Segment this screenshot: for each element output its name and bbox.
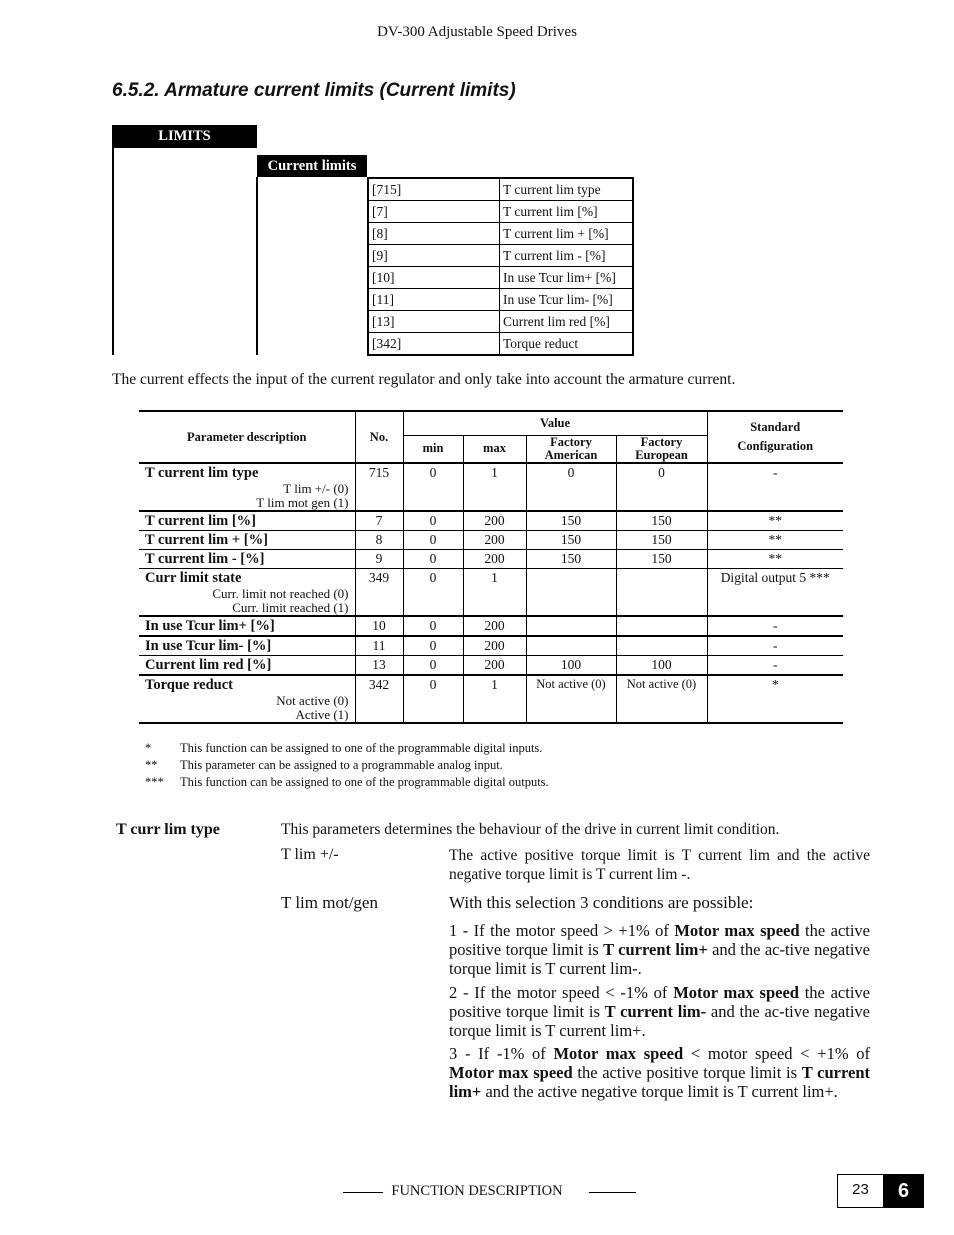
menu-param-row xyxy=(368,289,633,311)
footnote-text: This function can be assigned to one of the programmable digital outputs. xyxy=(180,775,549,789)
param-name: Current lim red [%] xyxy=(145,657,272,673)
cell-factory-american: 0 xyxy=(526,463,616,511)
cell-factory-american: 100 xyxy=(526,656,616,676)
header-std-line1: Standard xyxy=(750,420,801,434)
header-fe-line1: Factory xyxy=(640,434,683,449)
table-row xyxy=(139,675,843,723)
footnote-text: This function can be assigned to one of the programmable digital inputs. xyxy=(180,741,543,755)
param-index: [7] xyxy=(368,201,500,223)
cell-min: 0 xyxy=(403,675,463,723)
param-ref: Motor max speed xyxy=(449,1063,573,1082)
param-name: T current lim - [%] xyxy=(145,551,265,567)
menu-param-row xyxy=(368,223,633,245)
param-name: In use Tcur lim+ [%] xyxy=(145,618,275,634)
cell-standard-config: ** xyxy=(707,511,843,531)
row-description xyxy=(139,550,355,569)
header-no: No. xyxy=(355,411,403,463)
cell-max: 200 xyxy=(463,531,526,550)
param-name: T current lim - [%] xyxy=(500,245,634,267)
cell-no: 8 xyxy=(355,531,403,550)
menu-limits: LIMITS xyxy=(112,125,257,148)
cell-factory-european xyxy=(616,636,707,656)
param-name: T current lim type xyxy=(145,465,259,481)
footnote-symbol: * xyxy=(145,741,152,755)
menu-param-row xyxy=(368,267,633,289)
param-ref: Motor max speed xyxy=(553,1044,684,1063)
param-name: In use Tcur lim- [%] xyxy=(145,638,272,654)
param-name: In use Tcur lim+ [%] xyxy=(500,267,634,289)
table-row xyxy=(139,463,843,511)
param-index: [11] xyxy=(368,289,500,311)
cell-standard-config: ** xyxy=(707,550,843,569)
description-intro: This parameters determines the behaviour of the drive in current limit condition. xyxy=(281,821,780,838)
param-name: In use Tcur lim- [%] xyxy=(500,289,634,311)
cell-min: 0 xyxy=(403,531,463,550)
parameter-table xyxy=(139,410,843,724)
footnote-symbol: *** xyxy=(145,775,164,789)
cell-standard-config: - xyxy=(707,463,843,511)
intro-paragraph: The current effects the input of the current regulator and only take into account the armature current. xyxy=(112,371,736,388)
param-name: T current lim type xyxy=(500,178,634,201)
text: and the ac-tive negative torque limit is T current lim-. xyxy=(449,940,870,978)
header-max: max xyxy=(463,435,526,463)
page-footer xyxy=(0,1183,954,1200)
text: 2 - If the motor speed < -1% of xyxy=(449,983,674,1002)
param-option: Curr. limit not reached (0) xyxy=(212,586,349,601)
row-description xyxy=(139,656,355,676)
cell-standard-config: Digital output 5 *** xyxy=(707,569,843,617)
param-name: T current lim [%] xyxy=(500,201,634,223)
footnote xyxy=(145,774,549,791)
param-name: T current lim + [%] xyxy=(500,223,634,245)
header-standard-config xyxy=(707,411,843,463)
menu-current-limits: Current limits xyxy=(257,155,367,177)
cell-max: 200 xyxy=(463,616,526,636)
cell-factory-american: 150 xyxy=(526,531,616,550)
param-option: Curr. limit reached (1) xyxy=(232,600,349,615)
footnote-text: This parameter can be assigned to a programmable analog input. xyxy=(180,758,503,772)
header-param-desc: Parameter description xyxy=(139,411,355,463)
param-option: Not active (0) xyxy=(276,693,349,708)
param-ref: T current lim- xyxy=(604,1002,707,1021)
text: < motor speed < +1% of xyxy=(683,1044,871,1063)
cell-standard-config: - xyxy=(707,636,843,656)
cell-factory-european: 100 xyxy=(616,656,707,676)
cell-max: 200 xyxy=(463,550,526,569)
cell-factory-american xyxy=(526,616,616,636)
option-text: With this selection 3 conditions are possible: xyxy=(449,893,754,912)
table-row xyxy=(139,511,843,531)
menu-tree-line xyxy=(256,177,258,355)
cell-min: 0 xyxy=(403,569,463,617)
cell-factory-american: 150 xyxy=(526,511,616,531)
cell-no: 10 xyxy=(355,616,403,636)
cell-factory-european xyxy=(616,616,707,636)
cell-factory-european: 150 xyxy=(616,511,707,531)
row-description xyxy=(139,675,355,723)
cell-no: 11 xyxy=(355,636,403,656)
condition-1 xyxy=(449,921,870,978)
text: and the ac-tive negative torque limit is T current lim+. xyxy=(449,1002,870,1040)
option-label: T lim mot/gen xyxy=(281,893,378,912)
cell-no: 342 xyxy=(355,675,403,723)
cell-standard-config: - xyxy=(707,616,843,636)
param-option: T lim +/- (0) xyxy=(283,481,349,496)
header-fa-line1: Factory xyxy=(550,434,592,449)
cell-max: 1 xyxy=(463,463,526,511)
footnote xyxy=(145,757,549,774)
param-option: Active (1) xyxy=(295,707,349,722)
cell-max: 200 xyxy=(463,656,526,676)
param-name: T current lim + [%] xyxy=(145,532,268,548)
param-index: [10] xyxy=(368,267,500,289)
menu-parameter-list xyxy=(367,177,634,356)
text: and the active negative torque limit is T current lim+. xyxy=(481,1082,838,1101)
cell-factory-american xyxy=(526,636,616,656)
param-ref: Motor max speed xyxy=(673,983,799,1002)
header-value: Value xyxy=(403,411,707,435)
header-std-line2: Configuration xyxy=(737,439,814,453)
cell-standard-config: ** xyxy=(707,531,843,550)
condition-2 xyxy=(449,983,870,1040)
cell-max: 1 xyxy=(463,675,526,723)
option-label: T lim +/- xyxy=(281,846,339,863)
row-description xyxy=(139,569,355,617)
param-index: [342] xyxy=(368,333,500,356)
text: the active positive torque limit is xyxy=(449,983,871,1021)
param-index: [715] xyxy=(368,178,500,201)
cell-no: 7 xyxy=(355,511,403,531)
table-row xyxy=(139,569,843,617)
cell-factory-european: 0 xyxy=(616,463,707,511)
text: the active positive torque limit is xyxy=(572,1063,802,1082)
cell-factory-american xyxy=(526,569,616,617)
cell-max: 200 xyxy=(463,511,526,531)
text: the active positive torque limit is xyxy=(449,921,871,959)
row-description xyxy=(139,636,355,656)
menu-param-row xyxy=(368,245,633,267)
header-min: min xyxy=(403,435,463,463)
cell-min: 0 xyxy=(403,463,463,511)
cell-min: 0 xyxy=(403,550,463,569)
header-factory-american xyxy=(526,435,616,463)
cell-no: 9 xyxy=(355,550,403,569)
text: 3 - If -1% of xyxy=(449,1044,554,1063)
condition-3 xyxy=(449,1044,870,1101)
table-row xyxy=(139,616,843,636)
cell-max: 1 xyxy=(463,569,526,617)
table-row xyxy=(139,550,843,569)
footnote xyxy=(145,740,549,757)
param-ref: T current lim+ xyxy=(603,940,708,959)
cell-no: 715 xyxy=(355,463,403,511)
option-text: The active positive torque limit is T current lim and the active negative torque limit is T current lim -. xyxy=(449,847,870,883)
cell-min: 0 xyxy=(403,656,463,676)
cell-factory-european: Not active (0) xyxy=(616,675,707,723)
header-fe-line2: European xyxy=(635,447,688,462)
footnotes xyxy=(145,740,549,791)
param-option: T lim mot gen (1) xyxy=(256,495,349,510)
menu-param-row xyxy=(368,333,633,356)
cell-no: 349 xyxy=(355,569,403,617)
cell-min: 0 xyxy=(403,636,463,656)
param-name: T current lim [%] xyxy=(145,513,257,529)
cell-factory-european: 150 xyxy=(616,531,707,550)
table-row xyxy=(139,636,843,656)
cell-standard-config: - xyxy=(707,656,843,676)
chapter-tab: 6 xyxy=(883,1174,924,1208)
row-description xyxy=(139,511,355,531)
header-factory-european xyxy=(616,435,707,463)
param-index: [13] xyxy=(368,311,500,333)
cell-min: 0 xyxy=(403,616,463,636)
footer-text: FUNCTION DESCRIPTION xyxy=(383,1183,570,1199)
param-ref: Motor max speed xyxy=(674,921,800,940)
table-row xyxy=(139,531,843,550)
cell-no: 13 xyxy=(355,656,403,676)
section-title: 6.5.2. Armature current limits (Current limits) xyxy=(112,80,516,101)
menu-param-row xyxy=(368,178,633,201)
param-index: [9] xyxy=(368,245,500,267)
cell-factory-american: Not active (0) xyxy=(526,675,616,723)
header-fa-line2: American xyxy=(544,447,598,462)
row-description xyxy=(139,531,355,550)
row-description xyxy=(139,463,355,511)
cell-standard-config: * xyxy=(707,675,843,723)
cell-factory-european: 150 xyxy=(616,550,707,569)
param-index: [8] xyxy=(368,223,500,245)
param-ref: T current lim+ xyxy=(449,1063,870,1101)
param-name: Torque reduct xyxy=(500,333,634,356)
param-name: Torque reduct xyxy=(145,677,233,693)
cell-min: 0 xyxy=(403,511,463,531)
cell-factory-american: 150 xyxy=(526,550,616,569)
cell-factory-european xyxy=(616,569,707,617)
footnote-symbol: ** xyxy=(145,758,158,772)
cell-max: 200 xyxy=(463,636,526,656)
menu-param-row xyxy=(368,311,633,333)
text: 1 - If the motor speed > +1% of xyxy=(449,921,675,940)
menu-tree-line xyxy=(112,148,114,355)
page-header: DV-300 Adjustable Speed Drives xyxy=(377,24,577,40)
param-name: Current lim red [%] xyxy=(500,311,634,333)
description-title: T curr lim type xyxy=(116,821,220,838)
param-name: Curr limit state xyxy=(145,570,242,586)
page-number: 23 xyxy=(837,1174,884,1208)
menu-param-row xyxy=(368,201,633,223)
table-row xyxy=(139,656,843,676)
row-description xyxy=(139,616,355,636)
